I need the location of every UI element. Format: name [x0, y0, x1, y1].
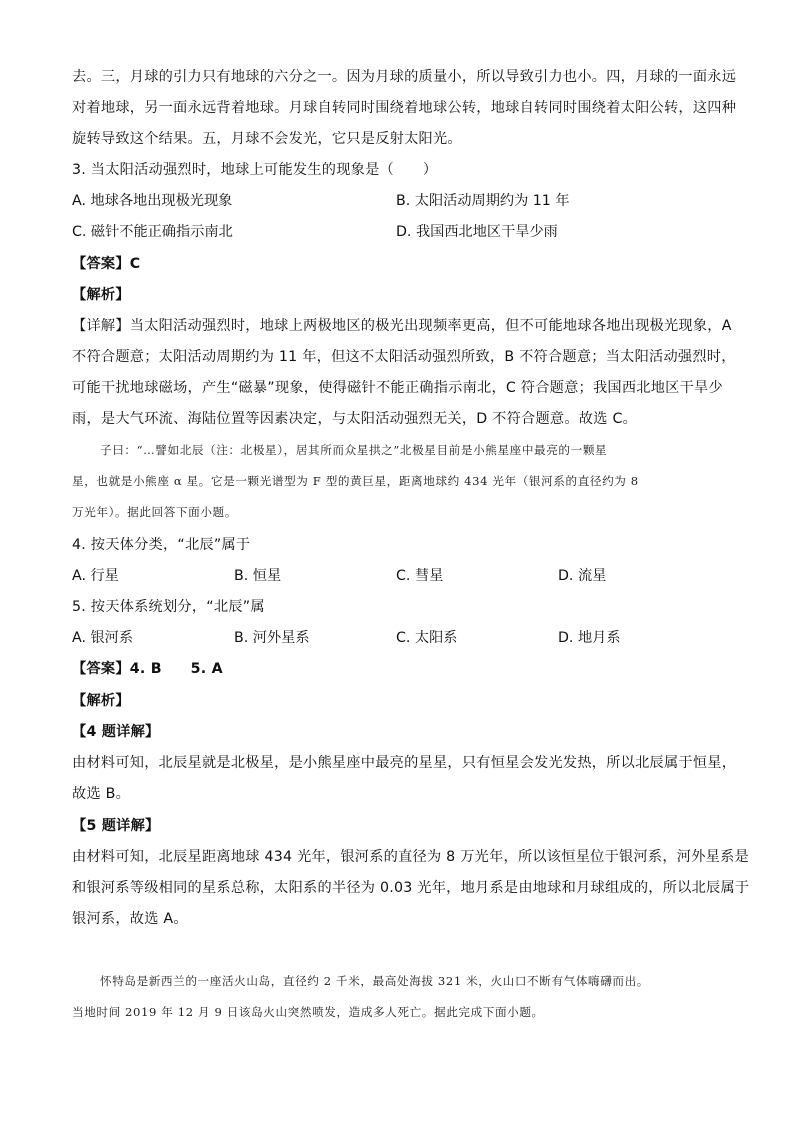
material-2-line-2: 当地时间 2019 年 12 月 9 日该岛火山突然喷发，造成多人死亡。据此完成下面小题。 [72, 1005, 544, 1019]
question-3-detail-line-4: 雨，是大气环流、海陆位置等因素决定，与太阳活动强烈无关，D 不符合题意。故选 C。 [72, 411, 638, 427]
question-4-detail-heading: 【4 题详解】 [72, 724, 160, 740]
question-5-detail-heading: 【5 题详解】 [72, 818, 160, 834]
question-4-option-b: B. 恒星 [234, 568, 282, 584]
question-4-stem: 4. 按天体分类，“北辰”属于 [72, 537, 251, 553]
question-3-detail-line-3: 可能干扰地球磁场，产生“磁暴”现象，使得磁针不能正确指示南北，C 符合题意；我国西北地区干旱少 [72, 380, 723, 396]
material-1-line-2: 星，也就是小熊座 α 星。它是一颗光谱型为 F 型的黄巨星，距离地球约 434 光年（银河系的直径约为 8 [72, 474, 639, 488]
question-3-answer: 【答案】C [72, 256, 141, 272]
question-4-detail-line-1: 由材料可知，北辰星就是北极星，是小熊星座中最亮的星星，只有恒星会发光发热，所以北辰属于恒星， [72, 755, 737, 771]
question-3-detail-line-1: 【详解】当太阳活动强烈时，地球上两极地区的极光出现频率更高，但不可能地球各地出现极光现象，A [72, 318, 732, 334]
question-3-stem: 3. 当太阳活动强烈时，地球上可能发生的现象是（ ） [72, 162, 438, 178]
question-4-option-a: A. 行星 [72, 568, 119, 584]
material-2-line-1: 怀特岛是新西兰的一座活火山岛，直径约 2 千米，最高处海拔 321 米，火山口不断有气体嗨礴而出。 [100, 974, 649, 988]
question-4-detail-line-2: 故选 B。 [72, 786, 131, 802]
question-5-detail-line-2: 和银河系等级相同的星系总称，太阳系的半径为 0.03 光年，地月系是由地球和月球组成的，所以北辰属于 [72, 880, 750, 896]
question-5-option-b: B. 河外星系 [234, 630, 310, 646]
question-5-option-d: D. 地月系 [558, 630, 621, 646]
question-3-option-b: B. 太阳活动周期约为 11 年 [396, 193, 570, 209]
intro-line-3: 旋转导致这个结果。五，月球不会发光，它只是反射太阳光。 [72, 131, 462, 147]
question-3-analysis-label: 【解析】 [72, 287, 130, 303]
material-1-line-1: 子曰：“…譬如北辰（注：北极星），居其所而众星拱之”北极星目前是小熊星座中最亮的一颗星 [100, 443, 608, 457]
question-3-option-c: C. 磁针不能正确指示南北 [72, 224, 233, 240]
question-3-option-d: D. 我国西北地区干旱少雨 [396, 224, 558, 240]
intro-line-1: 去。三，月球的引力只有地球的六分之一。因为月球的质量小，所以导致引力也小。四，月球的一面永远 [72, 69, 737, 85]
question-5-detail-line-3: 银河系，故选 A。 [72, 911, 188, 927]
question-5-stem: 5. 按天体系统划分，“北辰”属 [72, 599, 265, 615]
question-5-option-a: A. 银河系 [72, 630, 134, 646]
intro-line-2: 对着地球，另一面永远背着地球。月球自转同时围绕着地球公转，地球自转同时围绕着太阳公转，这四种 [72, 100, 737, 116]
questions-4-5-analysis-label: 【解析】 [72, 693, 130, 709]
question-5-detail-line-1: 由材料可知，北辰星距离地球 434 光年，银河系的直径为 8 万光年，所以该恒星位于银河系，河外星系是 [72, 849, 749, 865]
question-3-option-a: A. 地球各地出现极光现象 [72, 193, 233, 209]
questions-4-5-answer: 【答案】4. B 5. A [72, 661, 223, 677]
question-4-option-c: C. 彗星 [396, 568, 444, 584]
question-5-option-c: C. 太阳系 [396, 630, 458, 646]
question-4-option-d: D. 流星 [558, 568, 607, 584]
material-1-line-3: 万光年）。据此回答下面小题。 [72, 505, 237, 519]
question-3-detail-line-2: 不符合题意；太阳活动周期约为 11 年，但这不太阳活动强烈所致，B 不符合题意；当太阳活动强烈时， [72, 349, 736, 365]
